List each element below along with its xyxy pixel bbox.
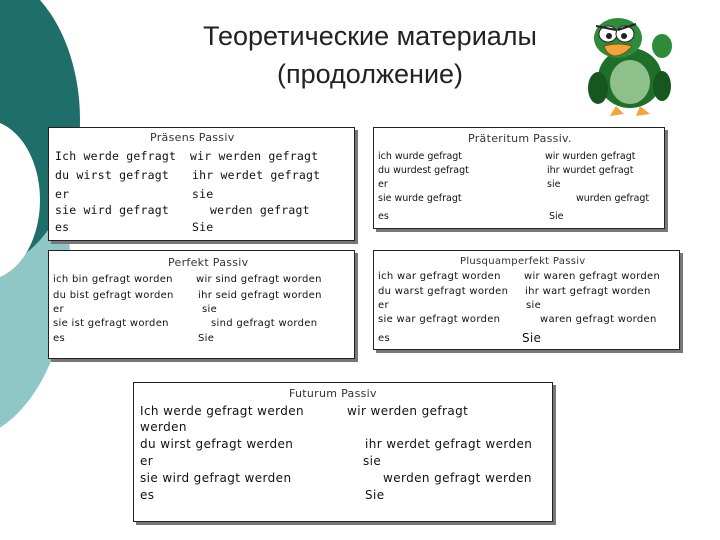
prateritum-right-4: wurden gefragt <box>576 193 650 204</box>
cartoon-bird-mascot-icon <box>578 8 678 118</box>
prasens-right-5: Sie <box>192 220 214 234</box>
perfekt-right-2: ihr seid gefragt worden <box>198 290 322 301</box>
futurum-right-2: ihr werdet gefragt werden <box>365 437 533 451</box>
plusquamperfekt-left-2: du warst gefragt worden <box>378 286 509 297</box>
futurum-right-1: wir werden gefragt <box>347 404 469 418</box>
prasens-right-3: sie <box>192 187 214 201</box>
futurum-left-6: es <box>140 488 155 502</box>
plusquamperfekt-right-5: Sie <box>522 331 542 345</box>
perfekt-left-5: es <box>53 333 65 344</box>
plusquamperfekt-left-3: er <box>378 300 389 311</box>
perfekt-right-3: sie <box>202 304 218 315</box>
perfekt-right-4: sind gefragt worden <box>211 318 318 329</box>
perfekt-left-2: du bist gefragt worden <box>53 290 174 301</box>
prateritum-left-1: ich wurde gefragt <box>378 151 463 162</box>
plusquamperfekt-left-1: ich war gefragt worden <box>378 271 501 282</box>
prateritum-right-5: Sie <box>549 211 564 222</box>
futurum-left-1: Ich werde gefragt werden <box>140 404 305 418</box>
prateritum-heading: Präteritum Passiv. <box>468 132 572 145</box>
prasens-right-1: wir werden gefragt <box>190 149 319 163</box>
prasens-left-4: sie wird gefragt <box>55 203 169 217</box>
perfekt-left-4: sie ist gefragt worden <box>53 318 169 329</box>
futurum-right-4: werden gefragt werden <box>383 471 532 485</box>
prateritum-right-2: ihr wurdet gefragt <box>547 165 634 176</box>
prasens-right-2: ihr werdet gefragt <box>192 168 321 182</box>
perfekt-left-1: ich bin gefragt worden <box>53 274 173 285</box>
prasens-left-2: du wirst gefragt <box>55 168 169 182</box>
prateritum-right-1: wir wurden gefragt <box>545 151 636 162</box>
prateritum-right-3: sie <box>547 179 561 190</box>
prateritum-left-5: es <box>378 211 389 222</box>
futurum-left-3: du wirst gefragt werden <box>140 437 294 451</box>
futurum-right-3: sie <box>363 454 382 468</box>
futurum-left-4: er <box>140 454 154 468</box>
plusquamperfekt-left-5: es <box>378 333 390 344</box>
prateritum-left-3: er <box>378 179 388 190</box>
futurum-passiv-box <box>133 382 553 522</box>
perfekt-heading: Perfekt Passiv <box>168 256 249 269</box>
slide-subtitle: (продолжение) <box>276 59 464 89</box>
futurum-left-5: sie wird gefragt werden <box>140 471 292 485</box>
prasens-left-1: Ich werde gefragt <box>55 149 177 163</box>
futurum-right-5: Sie <box>365 488 385 502</box>
prasens-right-4: werden gefragt <box>210 203 310 217</box>
perfekt-right-1: wir sind gefragt worden <box>196 274 322 285</box>
plusquamperfekt-right-1: wir waren gefragt worden <box>524 271 661 282</box>
futurum-left-2: werden <box>140 420 187 434</box>
plusquamperfekt-right-3: sie <box>526 300 542 311</box>
prateritum-left-2: du wurdest gefragt <box>378 165 469 176</box>
prasens-left-3: er <box>55 187 70 201</box>
prasens-left-5: es <box>55 220 70 234</box>
prasens-heading: Präsens Passiv <box>150 131 235 144</box>
plusquamperfekt-left-4: sie war gefragt worden <box>378 314 501 325</box>
prateritum-left-4: sie wurde gefragt <box>378 193 462 204</box>
plusquamperfekt-right-2: ihr wart gefragt worden <box>525 286 651 297</box>
futurum-heading: Futurum Passiv <box>289 387 377 400</box>
plusquamperfekt-right-4: waren gefragt worden <box>540 314 657 325</box>
perfekt-right-5: Sie <box>198 333 215 344</box>
plusquamperfekt-heading: Plusquamperfekt Passiv <box>460 256 586 267</box>
perfekt-left-3: er <box>53 304 64 315</box>
slide-title: Теоретические материалы <box>203 21 537 51</box>
